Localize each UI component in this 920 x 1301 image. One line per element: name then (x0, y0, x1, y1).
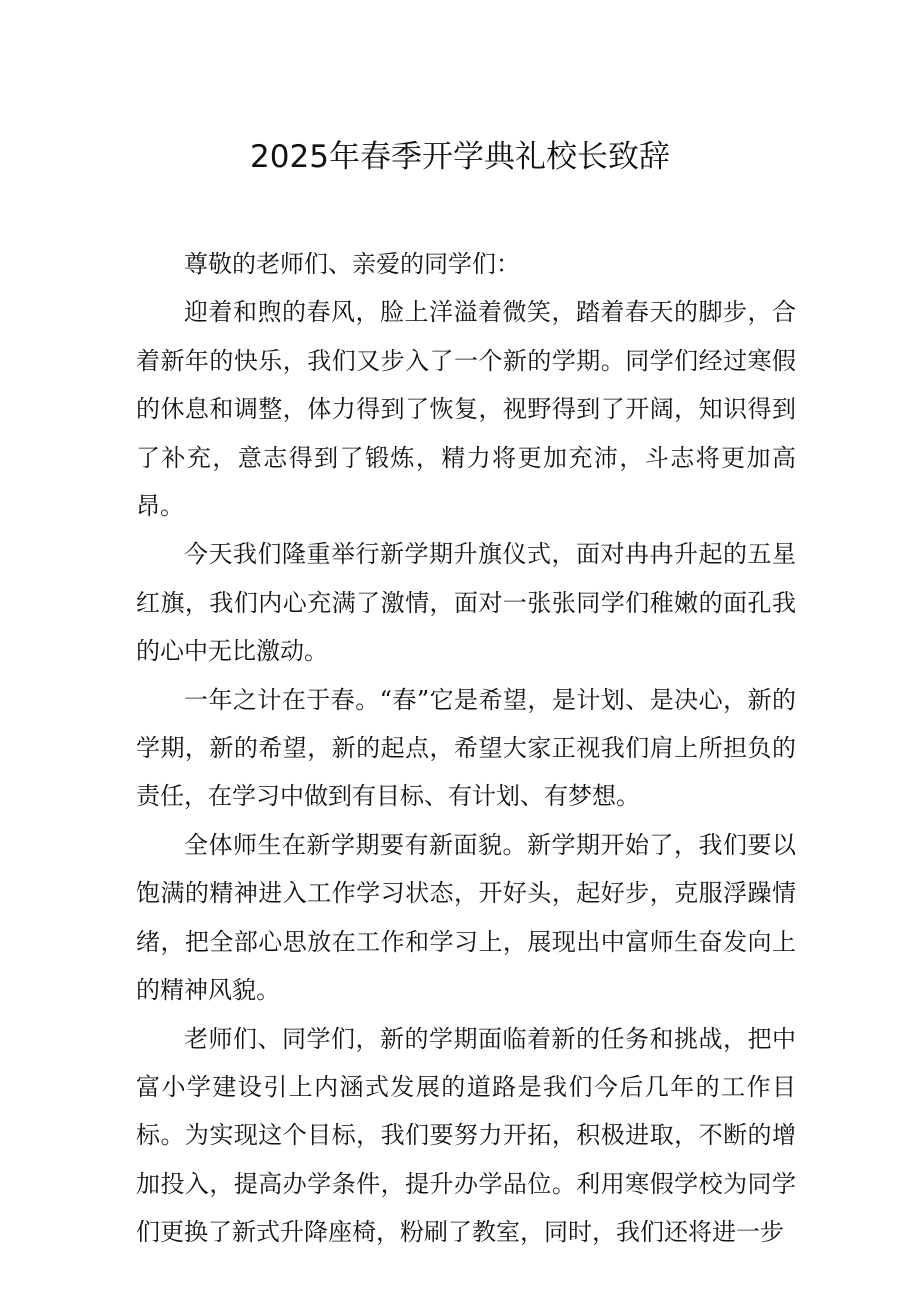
document-title: 2025年春季开学典礼校长致辞 (250, 139, 670, 175)
paragraph-3: 一年之计在于春。“春”它是希望，是计划、是决心，新的学期，新的希望，新的起点，希望大家正视我们肩上所担负的责任，在学习中做到有目标、有计划、有梦想。 (136, 685, 796, 811)
paragraph-5: 老师们、同学们，新的学期面临着新的任务和挑战，把中富小学建设引上内涵式发展的道路是我们今后几年的工作目标。为实现这个目标，我们要努力开拓，积极进取，不断的增加投入，提高办学条件，提升办学品位。利用寒假学校为同学们更换了新式升降座椅，粉刷了教室，同时，我们还将进一步 (136, 1024, 796, 1247)
paragraph-2: 今天我们隆重举行新学期升旗仪式，面对冉冉升起的五星红旗，我们内心充满了激情，面对一张张同学们稚嫩的面孔我的心中无比激动。 (136, 540, 796, 666)
paragraph-4: 全体师生在新学期要有新面貌。新学期开始了，我们要以饱满的精神进入工作学习状态，开好头，起好步，克服浮躁情绪，把全部心思放在工作和学习上，展现出中富师生奋发向上的精神风貌。 (136, 830, 796, 1005)
salutation: 尊敬的老师们、亲爱的同学们： (184, 250, 520, 278)
paragraph-1: 迎着和煦的春风，脸上洋溢着微笑，踏着春天的脚步，合着新年的快乐，我们又步入了一个新的学期。同学们经过寒假的休息和调整，体力得到了恢复，视野得到了开阔，知识得到了补充，意志得到了锻炼，精力将更加充沛，斗志将更加高昂。 (136, 298, 796, 521)
document-body (136, 240, 796, 1257)
